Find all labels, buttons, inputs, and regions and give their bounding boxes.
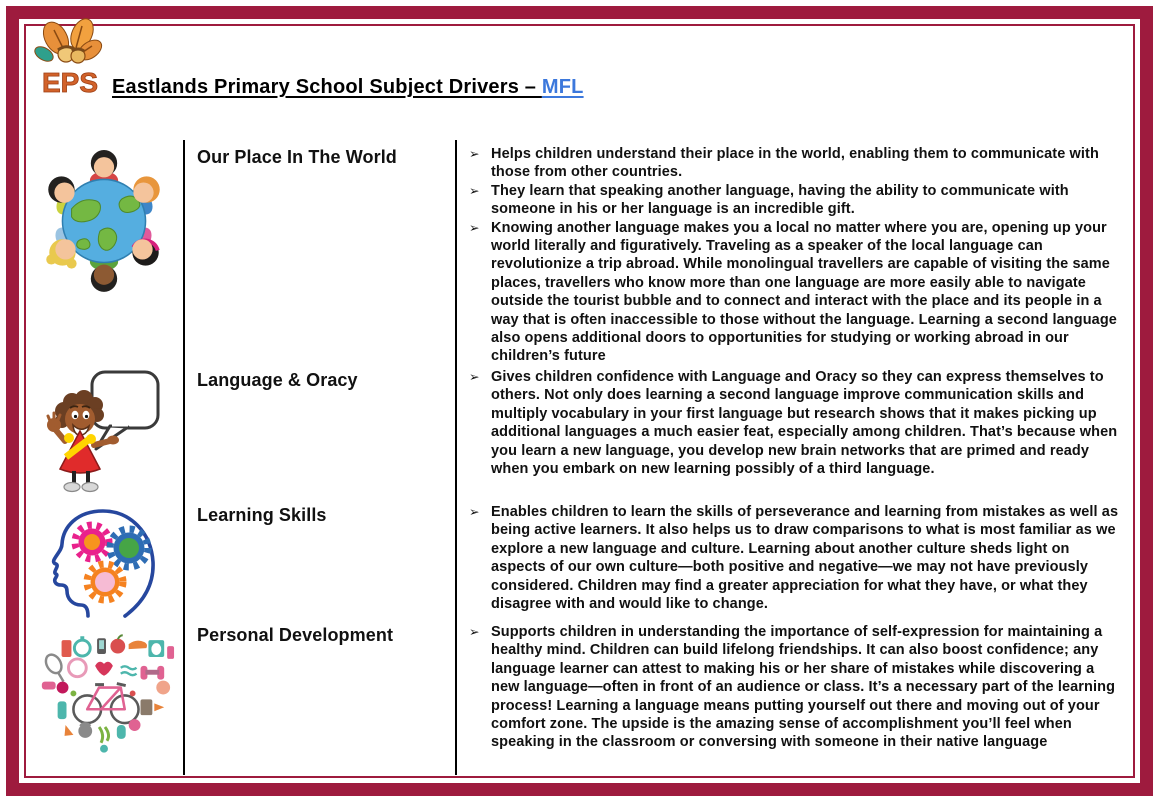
- children-around-globe-icon: [33, 146, 175, 298]
- driver-title: Language & Oracy: [183, 363, 455, 498]
- eps-school-logo: [30, 16, 110, 100]
- row-image-cell: [25, 363, 183, 498]
- bullet-arrow-marker: ➢: [469, 220, 480, 235]
- svg-text:EPS: EPS: [41, 67, 99, 98]
- health-icons-heart-icon: [30, 624, 178, 758]
- driver-description-cell: [455, 140, 1140, 363]
- bullet-arrow-marker: ➢: [469, 505, 480, 519]
- bullet-item: [465, 368, 1124, 478]
- bullet-item: [465, 623, 1124, 752]
- bullet-arrow-marker: ➢: [469, 183, 480, 198]
- subject-drivers-table: [25, 140, 1140, 775]
- bullet-text: Supports children in understanding the importance of self-expression for maintaining a healthy mind. Children can build lifelong friendships. It can also boost confidence; any language learner can attest to making his or her share of mistakes while discovering a new language—often in front of an audience or class. It’s a necessary part of the learning process! Learning a language means putting yourself out there and moving out of your comfort zone. The upside is the amazing sense of accomplishment you’ll feel when speaking in the classroom or conversing with someone in their native language: [491, 624, 1116, 751]
- driver-description-cell: [455, 363, 1140, 498]
- driver-title: Our Place In The World: [183, 140, 455, 363]
- page-title: [112, 76, 584, 99]
- eps-logo-icon: [30, 16, 110, 100]
- bullet-text: They learn that speaking another language, having the ability to communicate with someone in his or her language is an incredible gift.: [491, 182, 1069, 218]
- bullet-text: Gives children confidence with Language and Oracy so they can express themselves to others. Not only does learning a second language improve communication skills and multiply vocabulary in your first language but research shows that it makes picking up additional languages a much easier feat, especially among children. That’s because when you learn a new language, you develop new brain networks that are primed and ready when you embark on new learning possibly of a third language.: [491, 369, 1118, 478]
- head-with-gears-icon: [29, 504, 179, 618]
- bullet-text: Helps children understand their place in the world, enabling them to communicate with those from other countries.: [491, 146, 1099, 181]
- bullet-list: [465, 145, 1124, 366]
- driver-title: Personal Development: [183, 618, 455, 775]
- bullet-item: [465, 182, 1124, 219]
- driver-description-cell: [455, 618, 1140, 775]
- row-image-cell: [25, 498, 183, 618]
- child-with-speech-bubble-icon: [34, 369, 174, 497]
- bullet-text: Enables children to learn the skills of perseverance and learning from mistakes as well as being active learners. It also helps us to draw comparisons to what is most familiar as we explore a new language and culture. Learning about another culture sheds light on aspects of our own culture—both positive and negative—we may not have previously considered. Children may find a greater appreciation for what they have, or what they disagree with and would like to change.: [491, 504, 1119, 613]
- bullet-arrow-marker: ➢: [469, 625, 480, 639]
- subject-link[interactable]: MFL: [541, 76, 584, 98]
- bullet-text: Knowing another language makes you a local no matter where you are, opening up your world literally and figuratively. Traveling as a speaker of the local language can revolutionize a trip abroad. While monolingual travellers are capable of visiting the same places, travellers who know more than one language are more easily able to navigate outside the tourist bubble and to connect and interact with the place and its people in a way that is often inaccessible to those without the language. Learning a second language also opens additional doors to opportunities for studying or working abroad in our children’s future: [491, 219, 1117, 365]
- bullet-arrow-marker: ➢: [469, 147, 480, 161]
- bullet-list: [465, 623, 1124, 752]
- bullet-item: [465, 145, 1124, 182]
- bullet-arrow-marker: ➢: [469, 370, 480, 384]
- bullet-item: [465, 219, 1124, 366]
- bullet-list: [465, 368, 1124, 478]
- row-image-cell: [25, 140, 183, 363]
- page-title-text: Eastlands Primary School Subject Drivers –: [112, 76, 542, 98]
- bullet-item: [465, 503, 1124, 613]
- bullet-list: [465, 503, 1124, 613]
- driver-title: Learning Skills: [183, 498, 455, 618]
- row-image-cell: [25, 618, 183, 775]
- driver-description-cell: [455, 498, 1140, 618]
